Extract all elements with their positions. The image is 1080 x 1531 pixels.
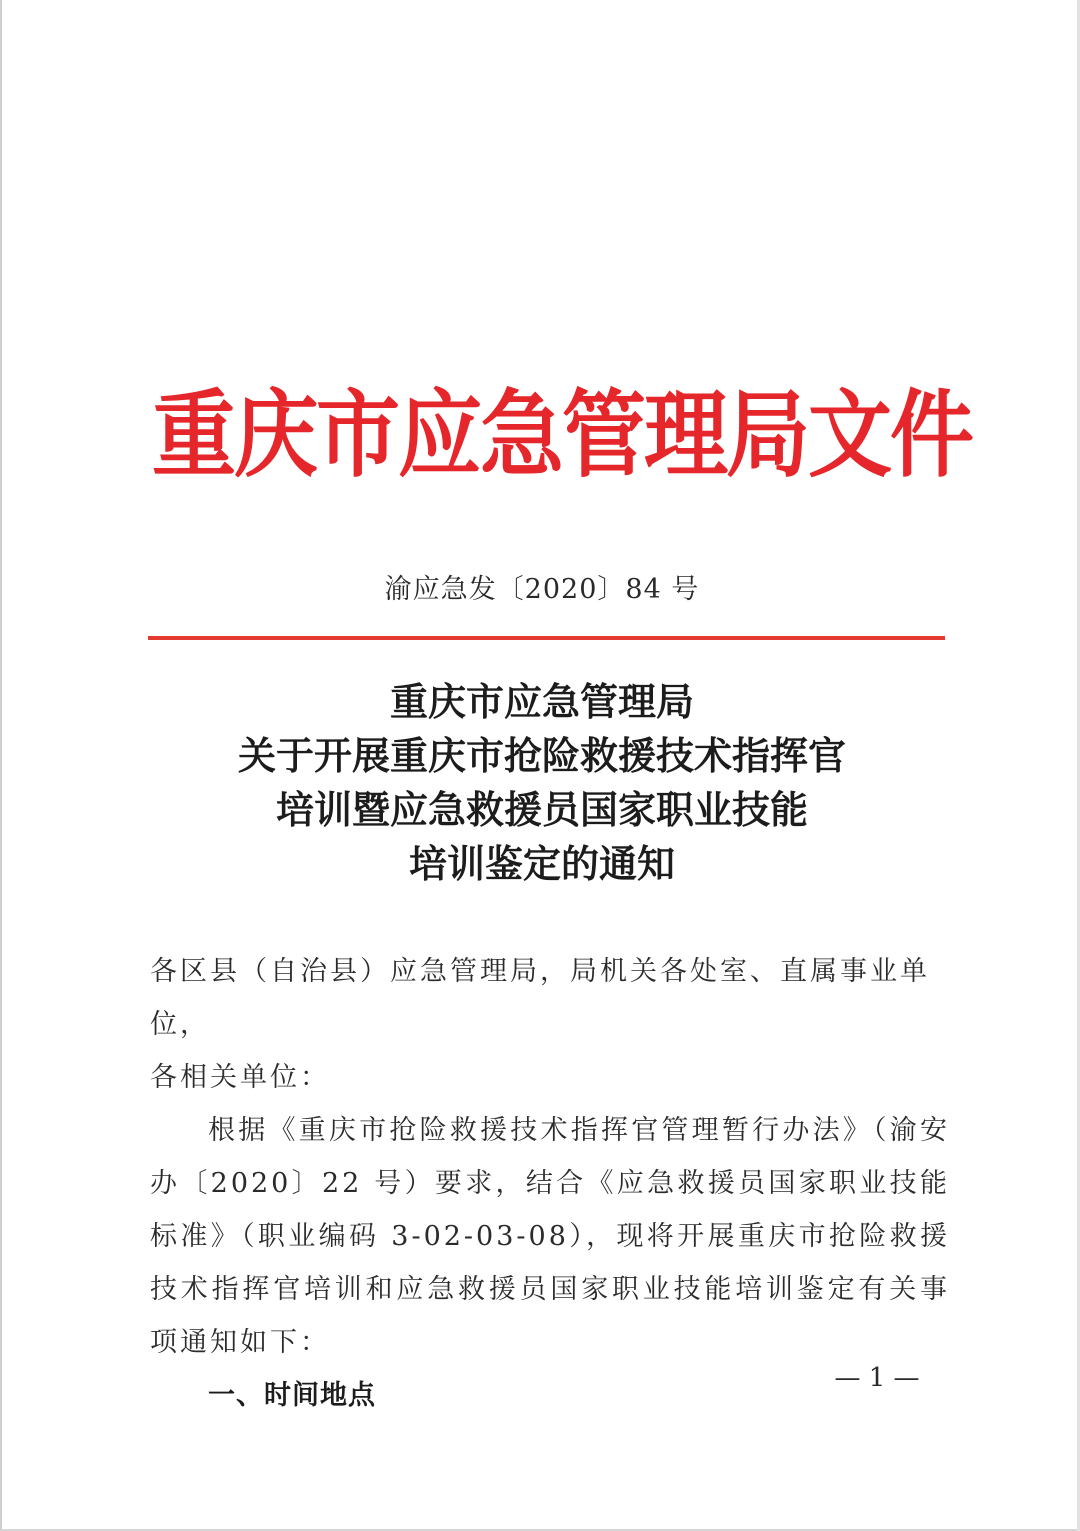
title-line: 培训暨应急救援员国家职业技能: [275, 787, 808, 832]
section-heading: 一、时间地点: [208, 1380, 376, 1411]
page-number: — 1 —: [834, 1363, 920, 1393]
title-line: 培训鉴定的通知: [408, 841, 675, 886]
notice-title: [2, 675, 1080, 891]
body-paragraph: 根据《重庆市抢险救援技术指挥官管理暂行办法》（渝安办〔2020〕22 号）要求，结合《应急救援员国家职业技能标准》（职业编码 3-02-03-08），现将开展重庆市抢险救援技术指挥官培训和应急救援员国家职业技能培训鉴定有关事项通知如下：: [150, 1115, 950, 1358]
notice-body: [150, 945, 950, 1422]
addressee-line: 各区县（自治县）应急管理局，局机关各处室、直属事业单位，: [150, 956, 930, 1040]
document-number: 渝应急发〔2020〕84 号: [384, 574, 700, 605]
document-masthead: 重庆市应急管理局文件: [152, 379, 973, 491]
red-divider-line: [148, 636, 945, 640]
addressee-line: 各相关单位：: [150, 1062, 330, 1093]
title-line: 重庆市应急管理局: [389, 679, 694, 724]
title-line: 关于开展重庆市抢险救援技术指挥官: [237, 733, 846, 778]
